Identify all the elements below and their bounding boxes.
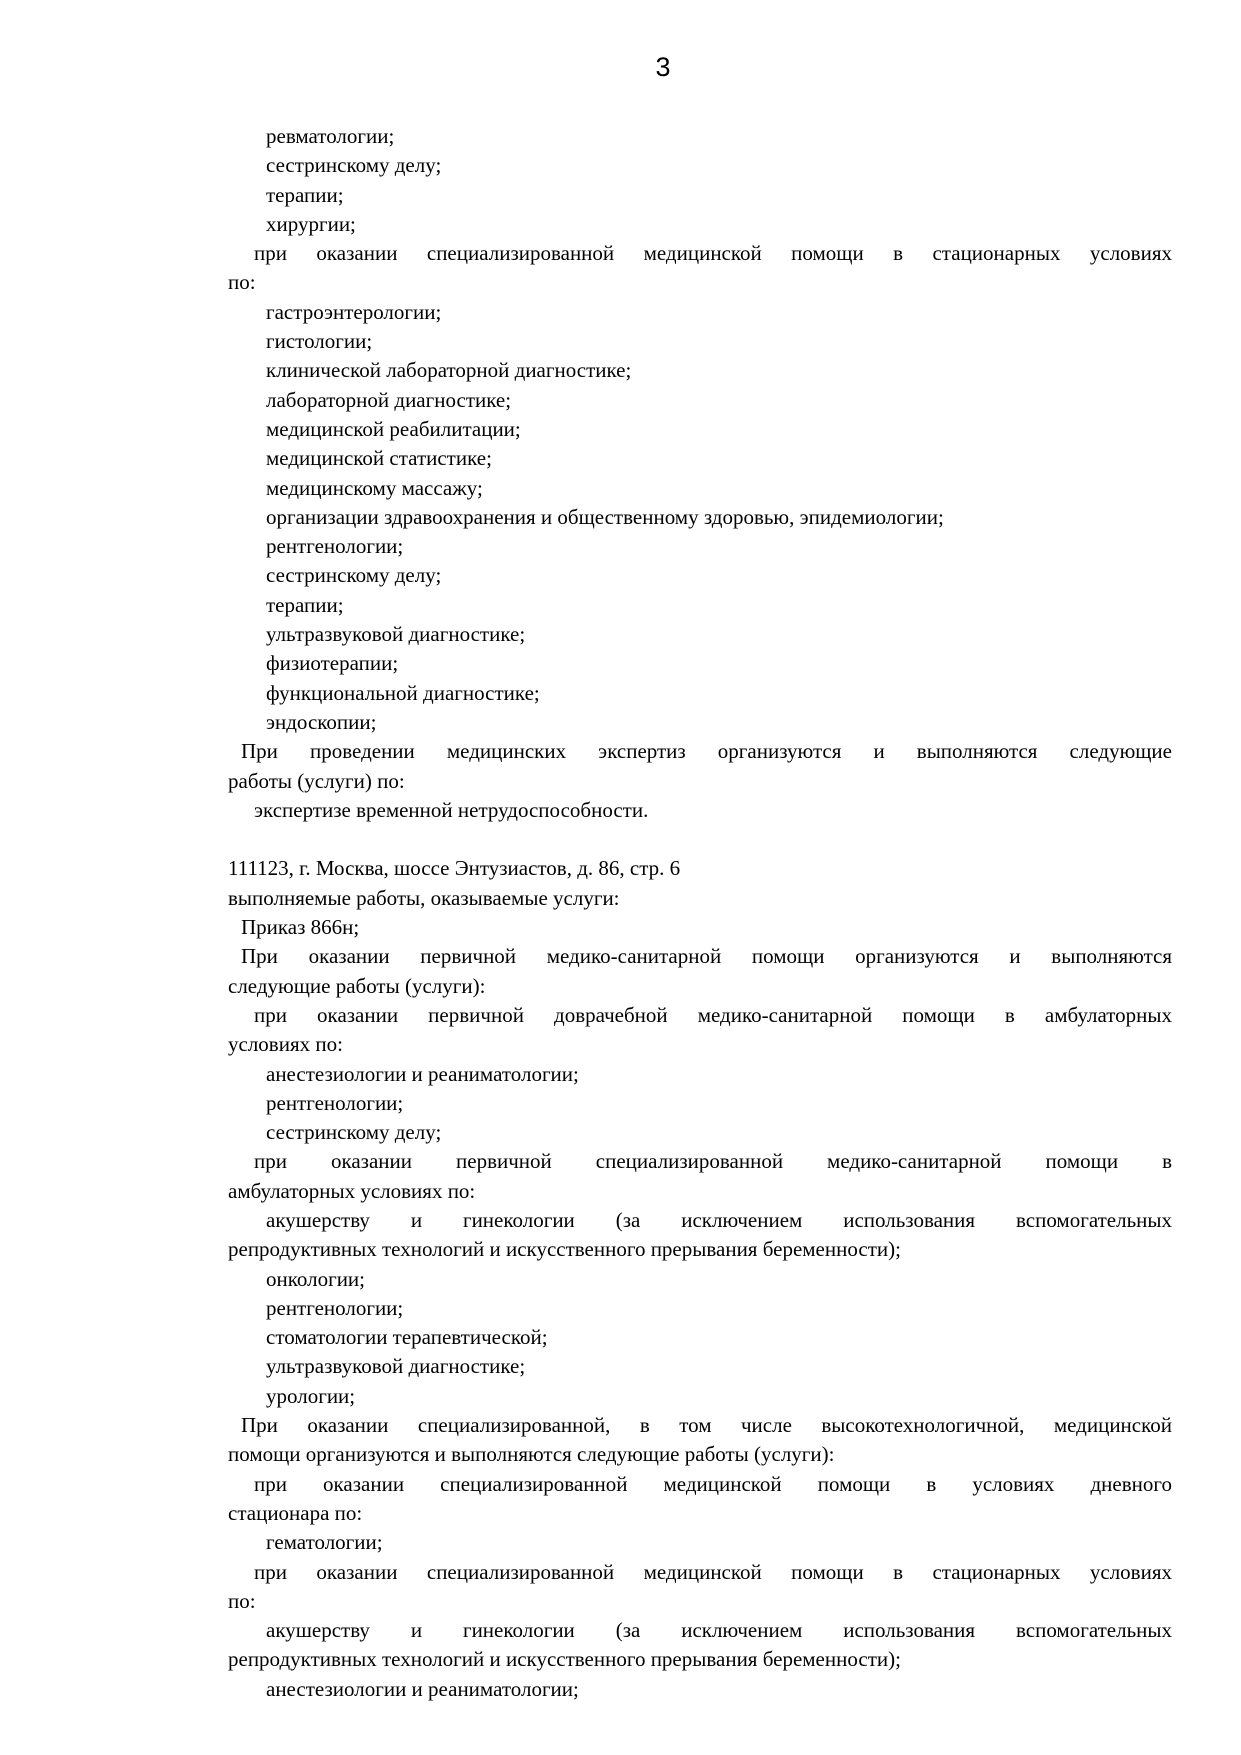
text-line: При проведении медицинских экспертиз организуются и выполняются следующие bbox=[241, 739, 1172, 764]
text-line: лабораторной диагностике; bbox=[266, 387, 512, 412]
text-line: 111123, г. Москва, шоссе Энтузиастов, д. 86, стр. 6 bbox=[228, 856, 681, 881]
text-line: медицинской реабилитации; bbox=[266, 416, 521, 441]
text-line: акушерству и гинекологии (за исключением использования вспомогательных bbox=[266, 1618, 1172, 1643]
text-line: гистологии; bbox=[266, 329, 373, 354]
text-line: при оказании специализированной медицинской помощи в условиях дневного bbox=[254, 1471, 1172, 1496]
text-line: выполняемые работы, оказываемые услуги: bbox=[228, 885, 620, 910]
text-line: амбулаторных условиях по: bbox=[228, 1178, 476, 1203]
blank-line bbox=[228, 825, 1172, 854]
text-line: функциональной диагностике; bbox=[266, 680, 540, 705]
text-line: анестезиологии и реаниматологии; bbox=[266, 1676, 579, 1701]
text-line: терапии; bbox=[266, 592, 344, 617]
text-line: при оказании первичной доврачебной медико-санитарной помощи в амбулаторных bbox=[254, 1002, 1172, 1027]
text-line: При оказании первичной медико-санитарной помощи организуются и выполняются bbox=[241, 944, 1172, 969]
text-line: работы (услуги) по: bbox=[228, 768, 405, 793]
text-line: по: bbox=[228, 270, 256, 295]
text-line: стоматологии терапевтической; bbox=[266, 1325, 548, 1350]
text-line: физиотерапии; bbox=[266, 651, 399, 676]
text-line: медицинской статистике; bbox=[266, 446, 492, 471]
text-line: рентгенологии; bbox=[266, 534, 404, 559]
text-line: условиях по: bbox=[228, 1032, 343, 1057]
text-line: при оказании первичной специализированной медико-санитарной помощи в bbox=[254, 1149, 1172, 1174]
text-line: репродуктивных технологий и искусственного прерывания беременности); bbox=[228, 1647, 901, 1672]
text-line: репродуктивных технологий и искусственного прерывания беременности); bbox=[228, 1237, 901, 1262]
text-line: следующие работы (услуги): bbox=[228, 973, 486, 998]
text-line: гастроэнтерологии; bbox=[266, 299, 442, 324]
text-line: стационара по: bbox=[228, 1500, 363, 1525]
text-line: помощи организуются и выполняются следующие работы (услуги): bbox=[228, 1442, 835, 1467]
text-line: анестезиологии и реаниматологии; bbox=[266, 1061, 579, 1086]
document-body bbox=[228, 122, 1172, 1704]
text-line: сестринскому делу; bbox=[266, 563, 442, 588]
text-line: При оказании специализированной, в том числе высокотехнологичной, медицинской bbox=[241, 1413, 1172, 1438]
text-line: гематологии; bbox=[266, 1530, 383, 1555]
text-line: рентгенологии; bbox=[266, 1295, 404, 1320]
text-line: сестринскому делу; bbox=[266, 153, 442, 178]
text-line: терапии; bbox=[266, 182, 344, 207]
text-line: ревматологии; bbox=[266, 124, 395, 148]
text-line: ультразвуковой диагностике; bbox=[266, 622, 526, 647]
text-line: эндоскопии; bbox=[266, 709, 377, 734]
text-line: ультразвуковой диагностике; bbox=[266, 1354, 526, 1379]
text-line: сестринскому делу; bbox=[266, 1120, 442, 1145]
text-line: при оказании специализированной медицинской помощи в стационарных условиях bbox=[254, 1559, 1172, 1584]
text-line: экспертизе временной нетрудоспособности. bbox=[254, 797, 649, 822]
text-line: онкологии; bbox=[266, 1266, 366, 1291]
text-line: хирургии; bbox=[266, 211, 356, 236]
text-line: рентгенологии; bbox=[266, 1090, 404, 1115]
text-line: организации здравоохранения и общественному здоровью, эпидемиологии; bbox=[266, 504, 944, 529]
text-line: Приказ 866н; bbox=[241, 915, 360, 940]
text-line: медицинскому массажу; bbox=[266, 475, 483, 500]
page-number: 3 bbox=[655, 52, 671, 82]
text-line: при оказании специализированной медицинской помощи в стационарных условиях bbox=[254, 241, 1172, 266]
text-line: акушерству и гинекологии (за исключением использования вспомогательных bbox=[266, 1207, 1172, 1232]
text-line: клинической лабораторной диагностике; bbox=[266, 358, 632, 383]
text-line: по: bbox=[228, 1588, 256, 1613]
text-line: урологии; bbox=[266, 1383, 356, 1408]
